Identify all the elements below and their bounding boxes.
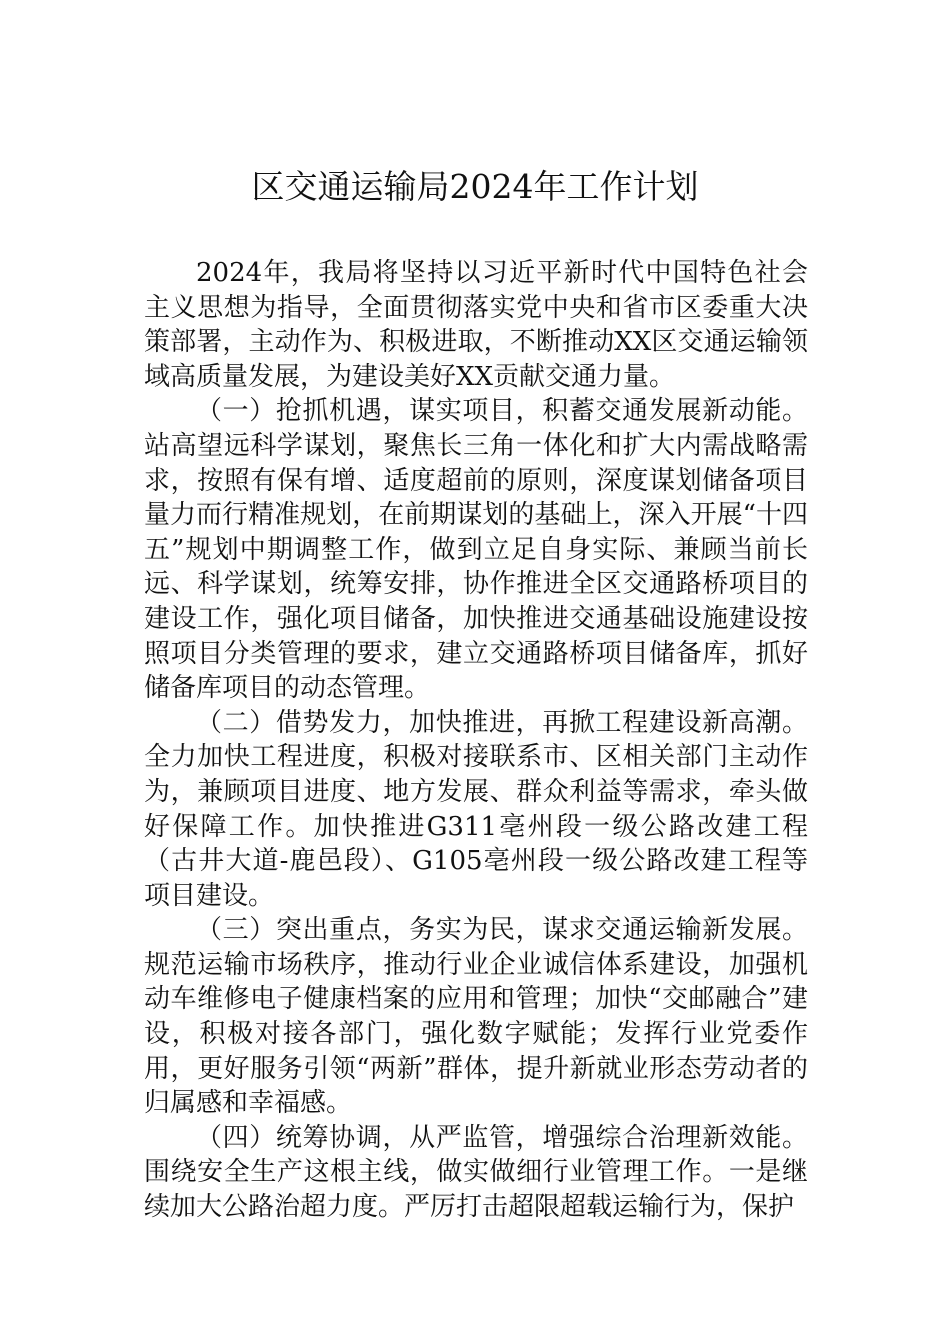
- intro-paragraph: 2024年，我局将坚持以习近平新时代中国特色社会主义思想为指导，全面贯彻落实党中央和省市区委重大决策部署，主动作为、积极进取，不断推动XX区交通运输领域高质量发展，为建设美好XX贡献交通力量。: [144, 258, 808, 392]
- section-1-paragraph: （一）抢抓机遇，谋实项目，积蓄交通发展新动能。站高望远科学谋划，聚焦长三角一体化和扩大内需战略需求，按照有保有增、适度超前的原则，深度谋划储备项目量力而行精准规划，在前期谋划的基础上，深入开展“十四五”规划中期调整工作，做到立足自身实际、兼顾当前长远、科学谋划，统筹安排，协作推进全区交通路桥项目的建设工作，强化项目储备，加快推进交通基础设施建设按照项目分类管理的要求，建立交通路桥项目储备库，抓好储备库项目的动态管理。: [144, 396, 808, 704]
- section-3-paragraph: （三）突出重点，务实为民，谋求交通运输新发展。规范运输市场秩序，推动行业企业诚信体系建设，加强机动车维修电子健康档案的应用和管理；加快“交邮融合”建设，积极对接各部门，强化数字赋能；发挥行业党委作用，更好服务引领“两新”群体，提升新就业形态劳动者的归属感和幸福感。: [144, 915, 808, 1119]
- document-title: 区交通运输局2024年工作计划: [251, 167, 699, 206]
- section-2-paragraph: （二）借势发力，加快推进，再掀工程建设新高潮。全力加快工程进度，积极对接联系市、区相关部门主动作为，兼顾项目进度、地方发展、群众利益等需求，牵头做好保障工作。加快推进G311亳州段一级公路改建工程（古井大道-鹿邑段）、G105亳州段一级公路改建工程等项目建设。: [144, 707, 808, 911]
- document-body: [144, 256, 808, 1225]
- section-4-paragraph: （四）统筹协调，从严监管，增强综合治理新效能。围绕安全生产这根主线，做实做细行业管理工作。一是继续加大公路治超力度。严厉打击超限超载运输行为，保护: [144, 1122, 808, 1223]
